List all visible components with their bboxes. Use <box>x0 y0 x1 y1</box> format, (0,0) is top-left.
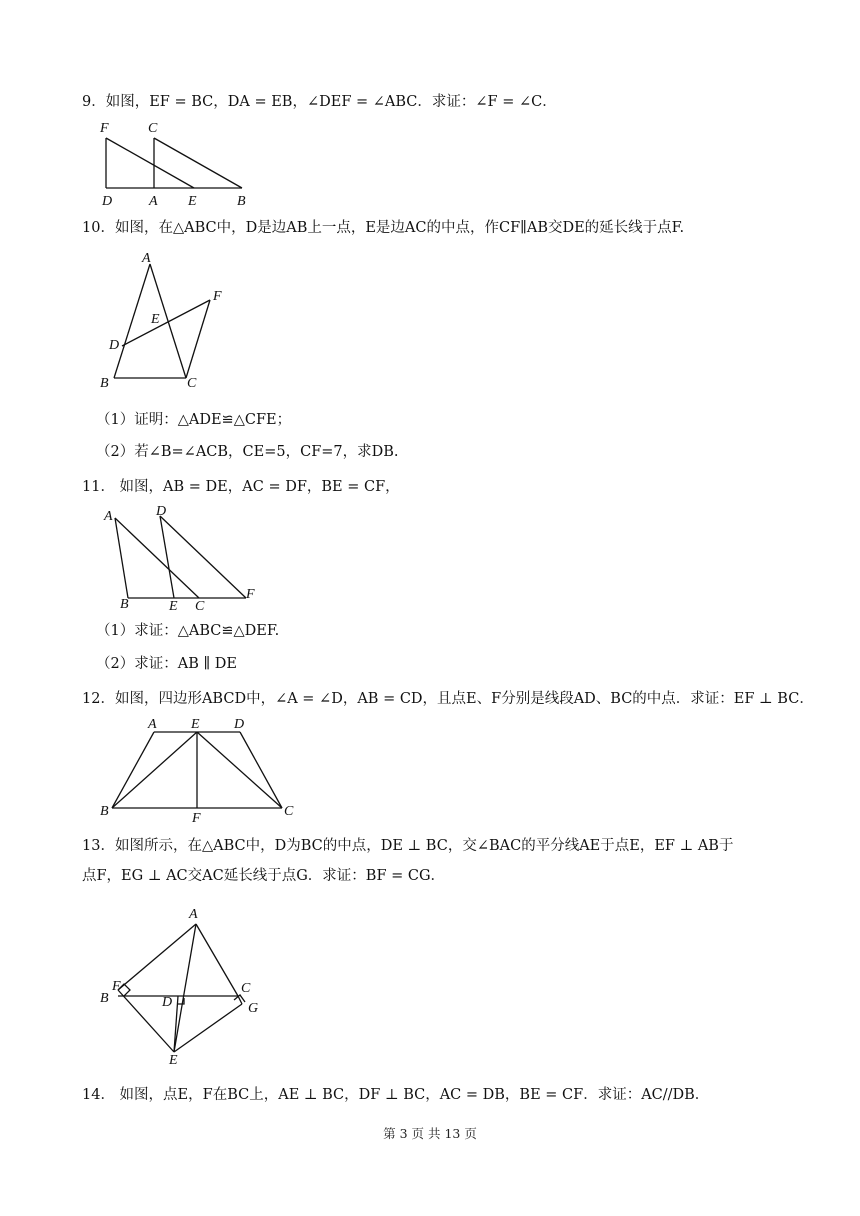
problem-10-stem: 10．如图，在△ABC中，D是边AB上一点，E是边AC的中点，作CF∥AB交DE的延长线于点F. <box>82 220 685 236</box>
label-F: F <box>100 121 109 136</box>
label-C: C <box>148 121 158 136</box>
label-D: D <box>234 717 245 732</box>
problem-10-q2: （2）若∠B=∠ACB，CE=5，CF=7，求DB. <box>96 444 399 460</box>
label-F: F <box>112 979 121 994</box>
label-C: C <box>284 804 294 819</box>
label-D: D <box>156 504 167 519</box>
label-A: A <box>149 194 158 209</box>
label-E: E <box>169 1053 178 1068</box>
problem-14-stem: 14． 如图，点E，F在BC上，AE ⊥ BC，DF ⊥ BC，AC = DB，BE = CF．求证：AC//DB． <box>82 1087 710 1103</box>
problem-10-q1: （1）证明：△ADE≌△CFE； <box>96 412 292 428</box>
label-A: A <box>148 717 157 732</box>
problem-9-stem: 9．如图，EF = BC，DA = EB，∠DEF = ∠ABC．求证：∠F = ∠C． <box>82 94 557 110</box>
label-F: F <box>246 587 255 602</box>
label-C: C <box>187 376 197 391</box>
problem-12-figure <box>96 712 301 827</box>
label-E: E <box>151 312 160 327</box>
label-F: F <box>213 289 222 304</box>
label-G: G <box>248 1001 259 1016</box>
label-B: B <box>100 991 109 1006</box>
problem-13-stem-line2: 点F，EG ⊥ AC交AC延长线于点G．求证：BF = CG． <box>82 868 446 884</box>
label-C: C <box>195 599 205 614</box>
label-A: A <box>142 251 151 266</box>
label-C: C <box>241 981 251 996</box>
label-B: B <box>100 804 109 819</box>
label-E: E <box>188 194 197 209</box>
label-D: D <box>162 995 173 1010</box>
label-B: B <box>100 376 109 391</box>
problem-11-stem: 11． 如图，AB = DE，AC = DF，BE = CF， <box>82 479 400 495</box>
label-B: B <box>237 194 246 209</box>
label-E: E <box>191 717 200 732</box>
page-footer: 第 3 页 共 13 页 <box>383 1126 477 1141</box>
label-D: D <box>102 194 113 209</box>
problem-13-figure <box>96 904 271 1066</box>
problem-11-q2: （2）求证：AB ∥ DE <box>96 656 237 672</box>
label-F: F <box>192 811 201 826</box>
label-A: A <box>104 509 113 524</box>
problem-10-figure <box>96 250 236 395</box>
problem-11-q1: （1）求证：△ABC≌△DEF. <box>96 623 280 639</box>
problem-11-figure <box>98 502 263 612</box>
label-E: E <box>169 599 178 614</box>
problem-9-figure <box>96 116 266 208</box>
problem-13-stem-line1: 13．如图所示，在△ABC中，D为BC的中点，DE ⊥ BC，交∠BAC的平分线AE于点E，EF ⊥ AB于 <box>82 838 734 854</box>
label-B: B <box>120 597 129 612</box>
problem-12-stem: 12．如图，四边形ABCD中，∠A = ∠D，AB = CD，且点E、F分别是线段AD、BC的中点．求证：EF ⊥ BC． <box>82 691 814 707</box>
label-D: D <box>109 338 120 353</box>
label-A: A <box>189 907 198 922</box>
